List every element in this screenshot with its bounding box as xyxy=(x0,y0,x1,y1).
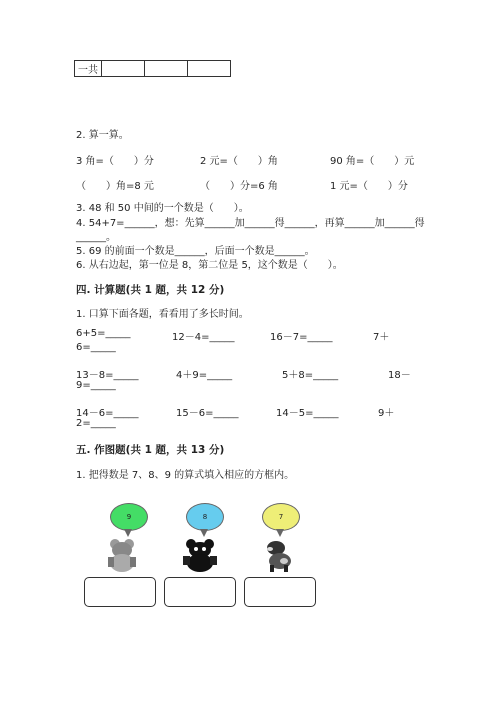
q4-line2: ______。 xyxy=(76,232,116,243)
table-cell-1[interactable] xyxy=(102,61,145,77)
bubble-3-tail xyxy=(276,529,284,537)
q2-r1-b: 2 元=（ ）角 xyxy=(200,156,278,167)
q6-text: 6. 从右边起，第一位是 8，第二位是 5，这个数是（ ）。 xyxy=(76,260,343,271)
calc-r3-wrap: 2=_____ xyxy=(76,418,116,429)
q2-r2-b: （ ）分=6 角 xyxy=(200,181,278,192)
q2-r2-a: （ ）角=8 元 xyxy=(76,181,154,192)
calc-r1-1: 6+5=_____ xyxy=(76,328,131,339)
answer-box-1[interactable] xyxy=(84,577,156,607)
answer-box-3[interactable] xyxy=(244,577,316,607)
speech-bubble-3 xyxy=(262,503,300,531)
drawing-area xyxy=(76,495,336,615)
bear-gray-icon xyxy=(100,537,144,573)
calc-r1-3: 16－7=_____ xyxy=(270,332,333,343)
calc-r2-4: 18－ xyxy=(388,370,411,381)
calc-r2-2: 4＋9=_____ xyxy=(176,370,233,381)
section5-title: 五. 作图题(共 1 题，共 13 分) xyxy=(76,444,225,456)
q2-r2-c: 1 元=（ ）分 xyxy=(330,181,408,192)
q3-text: 3. 48 和 50 中间的一个数是（ ）。 xyxy=(76,203,249,214)
calc-r3-3: 14－5=_____ xyxy=(276,408,339,419)
table-label: 一共 xyxy=(75,61,102,77)
answer-table xyxy=(74,60,231,77)
calc-r3-2: 15－6=_____ xyxy=(176,408,239,419)
calc-r2-wrap: 9=_____ xyxy=(76,380,116,391)
bubble-2-text: 8 xyxy=(202,513,208,521)
calc-r3-4: 9＋ xyxy=(378,408,395,419)
calc-r1-wrap: 6=_____ xyxy=(76,342,116,353)
table-cell-2[interactable] xyxy=(145,61,188,77)
q4-line1: 4. 54+7=______，想：先算______加______得______，再算______加______得 xyxy=(76,218,425,229)
bubble-3-text: 7 xyxy=(278,513,284,521)
q2-r1-c: 90 角=（ ）元 xyxy=(330,156,415,167)
speech-bubble-2 xyxy=(186,503,224,531)
bubble-2-tail xyxy=(200,529,208,537)
section5-instruction: 1. 把得数是 7、8、9 的算式填入相应的方框内。 xyxy=(76,470,295,481)
calc-r1-4: 7＋ xyxy=(373,332,390,343)
section4-title: 四. 计算题(共 1 题，共 12 分) xyxy=(76,284,225,296)
q2-r1-a: 3 角=（ ）分 xyxy=(76,156,154,167)
dog-icon xyxy=(256,537,300,573)
calc-r3-1: 14－6=_____ xyxy=(76,408,139,419)
bubble-1-tail xyxy=(124,529,132,537)
speech-bubble-1 xyxy=(110,503,148,531)
calc-r2-1: 13－8=_____ xyxy=(76,370,139,381)
calc-r1-2: 12－4=_____ xyxy=(172,332,235,343)
q2-title: 2. 算一算。 xyxy=(76,130,129,141)
section4-instruction: 1. 口算下面各题，看看用了多长时间。 xyxy=(76,309,249,320)
bear-black-icon xyxy=(178,537,222,573)
bubble-1-text: 9 xyxy=(126,513,132,521)
calc-r2-3: 5＋8=_____ xyxy=(282,370,339,381)
q5-text: 5. 69 的前面一个数是______，后面一个数是______。 xyxy=(76,246,315,257)
table-cell-3[interactable] xyxy=(188,61,231,77)
answer-box-2[interactable] xyxy=(164,577,236,607)
